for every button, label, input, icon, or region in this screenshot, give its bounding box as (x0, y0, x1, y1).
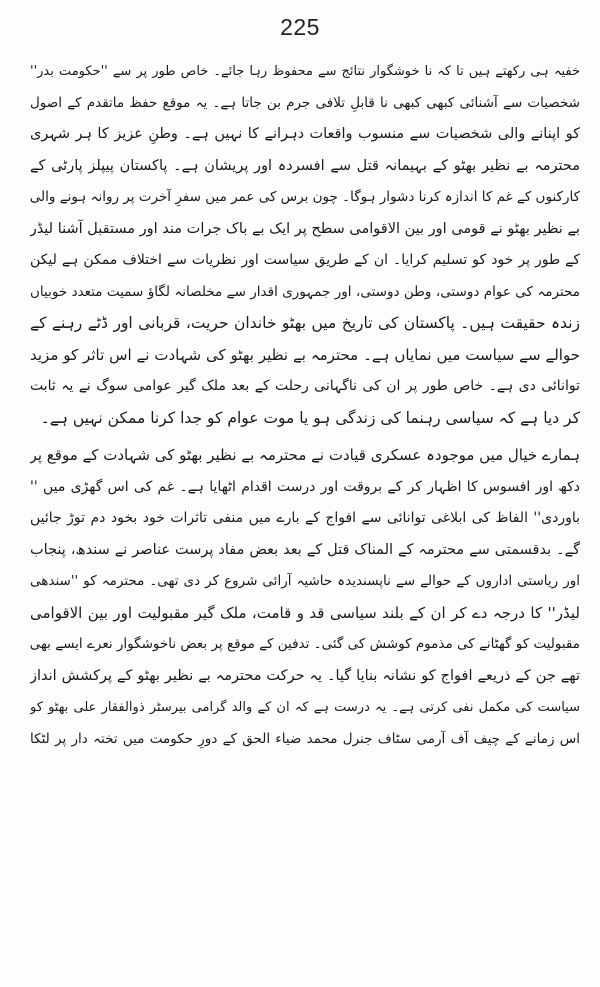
text-line: حوالے سے سیاست میں نمایاں ہے۔ محترمہ بے نظیر بھٹو کی شہادت نے اس تاثر کو مزید (30, 345, 580, 364)
text-line: مقبولیت کو گھٹانے کی مذموم کوشش کی گئی۔ تدفین کے موقع پر بعض ناخوشگوار نعرے ایسے بھی (30, 636, 580, 652)
text-line: تھے جن کے ذریعے افواج کو نشانہ بنایا گیا۔ یہ حرکت محترمہ بے نظیر بھٹو کے پرکشش انداز (30, 667, 580, 684)
text-line: باوردی'' الفاظ کی ابلاغی توانائی سے افواج کے بارے میں منفی تاثرات خود بخود دم توڑ جائیں (30, 510, 580, 526)
text-line: بے نظیر بھٹو نے قومی اور بین الاقوامی سطح پر ایک بے باک جرات مند اور مستقبل آشنا لیڈر (30, 220, 580, 237)
text-line: کو اپنانے والی شخصیات سے منسوب واقعات دہرانے کا نہیں ہے۔ وطنِ عزیز کا ہر شہری (30, 126, 580, 142)
text-line: خفیہ ہی رکھتے ہیں تا کہ نا خوشگوار نتائج سے محفوظ رہا جائے۔ خاص طور پر سے ''حکومت بدر'' (30, 64, 580, 79)
text-line: گے۔ بدقسمتی سے محترمہ کے المناک قتل کے بعد بعض مفاد پرست عناصر نے سندھ، پنجاب (30, 541, 580, 558)
body-text (30, 56, 580, 755)
text-line: زندہ حقیقت ہیں۔ پاکستان کی تاریخ میں بھٹو خاندان حریت، قربانی اور ڈٹے رہنے کے (30, 314, 580, 332)
text-line: کے طور پر خود کو تسلیم کرایا۔ ان کے طریق سیاست اور نظریات سے اختلاف ممکن ہے لیکن (30, 252, 580, 268)
text-line: ہمارے خیال میں موجودہ عسکری قیادت نے محترمہ بے نظیر بھٹو کی شہادت کے موقع پر (30, 446, 580, 464)
text-line: کارکنوں کے غم کا اندازہ کرنا دشوار ہوگا۔ چون برس کی عمر میں سفرِ آخرت پر روانہ ہونے والی (30, 189, 580, 205)
text-line: شخصیات سے آشنائی کبھی کبھی نا قابلِ تلافی جرم بن جاتا ہے۔ یہ موقع حفظ ماتقدم کے اصول (30, 94, 580, 111)
text-line: اس زمانے کے چیف آف آرمی سٹاف جنرل محمد ضیاء الحق کے دورِ حکومت میں تختہ دار پر لٹکا (30, 730, 580, 747)
text-line: لیڈر'' کا درجہ دے کر ان کے بلند سیاسی قد و قامت، ملک گیر مقبولیت اور بین الاقوامی (30, 603, 580, 622)
text-line-paragraph-end: کر دیا ہے کہ سیاسی رہنما کی زندگی ہو یا موت عوام کو جدا کرنا ممکن نہیں ہے۔ (40, 408, 580, 427)
text-line: توانائی دی ہے۔ خاص طور پر ان کی ناگہانی رحلت کے بعد ملک گیر عوامی سوگ نے یہ ثابت (30, 378, 580, 394)
text-line: اور ریاستی اداروں کے حوالے سے ناپسندیدہ حاشیہ آرائی شروع کر دی تھی۔ محترمہ کو ''سندھی (30, 573, 580, 589)
text-line: محترمہ بے نظیر بھٹو کے بہیمانہ قتل سے افسردہ اور پریشان ہے۔ پاکستان پیپلز پارٹی کے (30, 157, 580, 174)
text-line: دکھ اور افسوس کا اظہار کر کے بروقت اور درست اقدام اٹھایا ہے۔ غم کی اس گھڑی میں '' (30, 478, 580, 495)
text-line: محترمہ کی عوام دوستی، وطن دوستی، اور جمہوری اقدار سے مخلصانہ لگاؤ سمیت متعدد خوبیاں (30, 283, 580, 300)
text-line: سیاست کی مکمل نفی کرتی ہے۔ یہ درست ہے کہ ان کے والد گرامی بیرسٹر ذوالفقار علی بھٹو کو (30, 700, 580, 715)
page-number: 225 (280, 14, 320, 40)
